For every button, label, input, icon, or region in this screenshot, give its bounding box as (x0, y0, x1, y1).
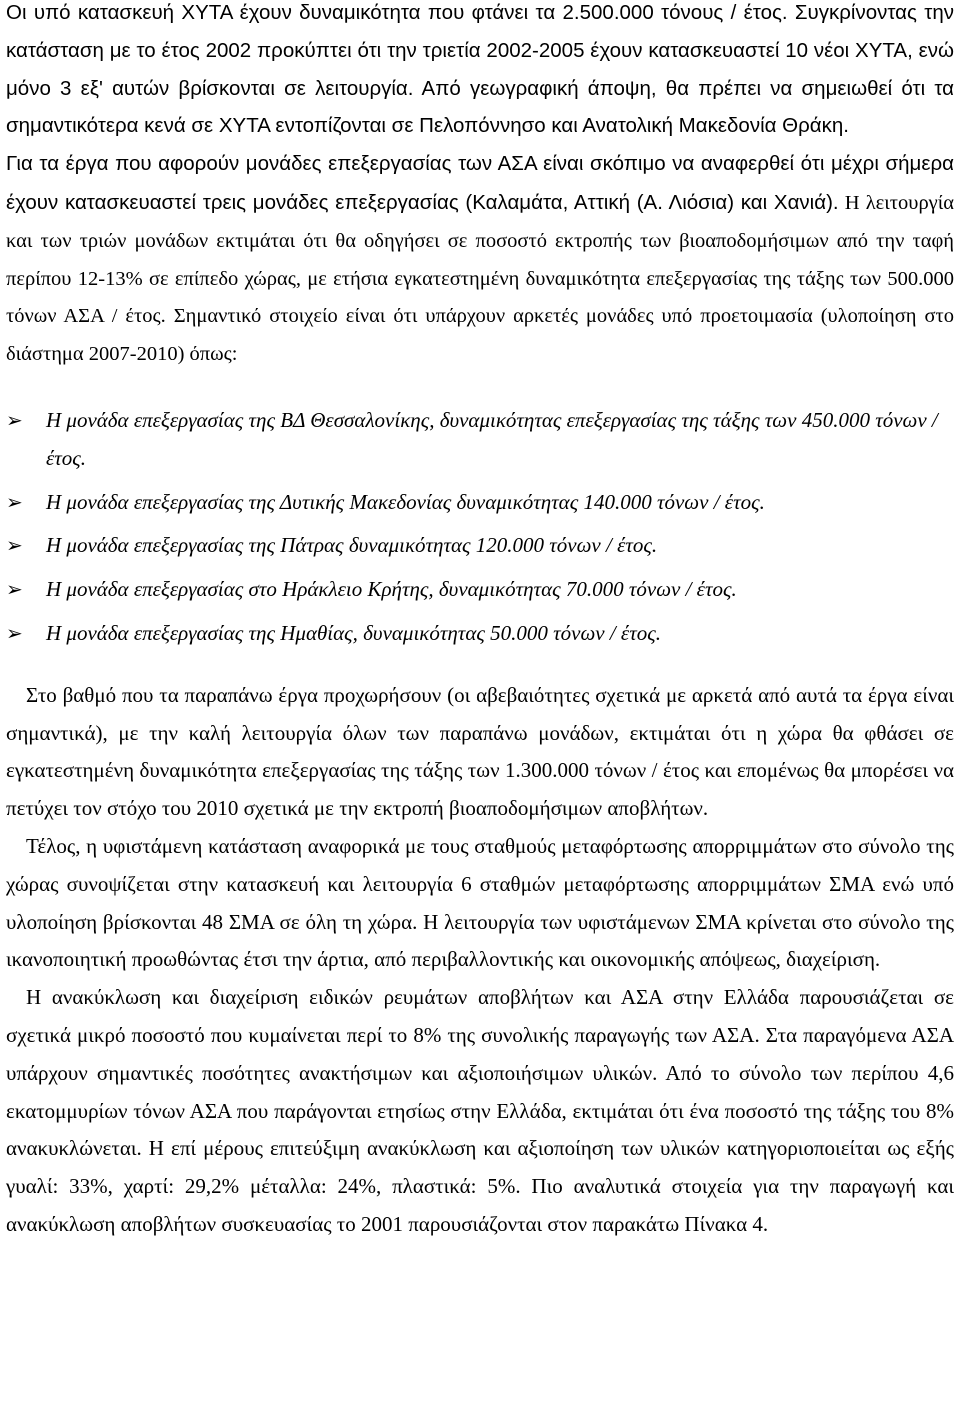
list-item-text: Η μονάδα επεξεργασίας στο Ηράκλειο Κρήτης, δυναμικότητας 70.000 τόνων / έτος. (46, 577, 737, 602)
list-item-text: Η μονάδα επεξεργασίας της Δυτικής Μακεδονίας δυναμικότητας 140.000 τόνων / έτος. (46, 489, 765, 514)
arrow-bullet-icon: ➢ (6, 407, 23, 432)
list-item-text: Η μονάδα επεξεργασίας της Πάτρας δυναμικότητας 120.000 τόνων / έτος. (46, 533, 658, 558)
arrow-bullet-icon: ➢ (6, 489, 23, 514)
list-item (6, 571, 954, 609)
arrow-bullet-icon: ➢ (6, 533, 23, 558)
arrow-bullet-icon: ➢ (6, 620, 23, 645)
paragraph-capacity-outlook: Στο βαθμό που τα παραπάνω έργα προχωρήσουν (οι αβεβαιότητες σχετικά με αρκετά από αυτά τα έργα είναι σημαντικά), με την καλή λειτουργία όλων των παραπάνω μονάδων, εκτιμάται ότι η χώρα θα φθάσει σε εγκατεστημένη δυναμικότητα επεξεργασίας της τάξης των 1.300.000 τόνων / έτος και επομένως θα μπορέσει να πετύχει τον στόχο του 2010 σχετικά με την εκτροπή βιοαποδομήσιμων αποβλήτων. (6, 682, 954, 821)
paragraph-processing-units-detail: Η λειτουργία και των τριών μονάδων εκτιμάται ότι θα οδηγήσει σε ποσοστό εκτροπής των βιοαποδομήσιμων από την ταφή περίπου 12-13% σε επίπεδο χώρας, με ετήσια εγκατεστημένη δυναμικότητα επεξεργασίας της τάξης των 500.000 τόνων ΑΣΑ / έτος. Σημαντικό στοιχείο είναι ότι υπάρχουν αρκετές μονάδες υπό προετοιμασία (υλοποίηση στο διάστημα 2007-2010) όπως: (6, 191, 954, 366)
list-item-text: Η μονάδα επεξεργασίας της Ημαθίας, δυναμικότητας 50.000 τόνων / έτος. (46, 620, 661, 645)
paragraph-processing-units (6, 145, 954, 374)
list-item-text: Η μονάδα επεξεργασίας της ΒΔ Θεσσαλονίκης, δυναμικότητας επεξεργασίας της τάξης των 450.000 τόνων / έτος. (46, 407, 938, 470)
list-item (6, 527, 954, 565)
paragraph-recycling: Η ανακύκλωση και διαχείριση ειδικών ρευμάτων αποβλήτων και ΑΣΑ στην Ελλάδα παρουσιάζεται σε σχετικά μικρό ποσοστό που κυμαίνεται περί το 8% της συνολικής παραγωγής των ΑΣΑ. Στα παραγόμενα ΑΣΑ υπάρχουν σημαντικές ποσότητες ανακτήσιμων και αξιοποιήσιμων υλικών. Από το σύνολο των περίπου 4,6 εκατομμυρίων τόνων ΑΣΑ που παράγονται ετησίως στην Ελλάδα, εκτιμάται ότι ένα ποσοστό της τάξης του 8% ανακυκλώνεται. Η επί μέρους επιτεύξιμη ανακύκλωση και αξιοποίηση των υλικών κατηγοριοποιείται ως εξής γυαλί: 33%, χαρτί: 29,2% μέταλλα: 24%, πλαστικά: 5%. Πιο αναλυτικά στοιχεία για την παραγωγή και ανακύκλωση αποβλήτων συσκευασίας το 2001 παρουσιάζονται στον παρακάτω Πίνακα 4. (6, 985, 954, 1236)
paragraph-landfills: Οι υπό κατασκευή ΧΥΤΑ έχουν δυναμικότητα που φτάνει τα 2.500.000 τόνους / έτος. Συγκρίνοντας την κατάσταση με το έτος 2002 προκύπτει ότι την τριετία 2002-2005 έχουν κατασκευαστεί 10 νέοι ΧΥΤΑ, ενώ μόνο 3 εξ' αυτών βρίσκονται σε λειτουργία. Από γεωγραφική άποψη, θα πρέπει να σημειωθεί ότι τα σημαντικότερα κενά σε ΧΥΤΑ εντοπίζονται σε Πελοπόννησο και Ανατολική Μακεδονία Θράκη. (6, 1, 954, 138)
list-item (6, 615, 954, 653)
paragraph-transfer-stations: Τέλος, η υφιστάμενη κατάσταση αναφορικά με τους σταθμούς μεταφόρτωσης απορριμμάτων στο σύνολο της χώρας συνοψίζεται στην κατασκευή και λειτουργία 6 σταθμών μεταφόρτωσης απορριμμάτων ΣΜΑ ενώ υπό υλοποίηση βρίσκονται 48 ΣΜΑ σε όλη τη χώρα. Η λειτουργία των υφιστάμενων ΣΜΑ κρίνεται στο σύνολο της ικανοποιητική προωθώντας έτσι την άρτια, από περιβαλλοντικής και οικονομικής απόψεως, διαχείριση. (6, 833, 954, 972)
paragraph-processing-units-intro: Για τα έργα που αφορούν μονάδες επεξεργασίας των ΑΣΑ είναι σκόπιμο να αναφερθεί ότι μέχρι σήμερα έχουν κατασκευαστεί τρεις μονάδες επεξεργασίας (Καλαμάτα, Αττική (Α. Λιόσια) και Χανιά). (6, 152, 954, 214)
processing-units-list (6, 402, 954, 653)
list-item (6, 402, 954, 478)
arrow-bullet-icon: ➢ (6, 577, 23, 602)
list-item (6, 484, 954, 522)
